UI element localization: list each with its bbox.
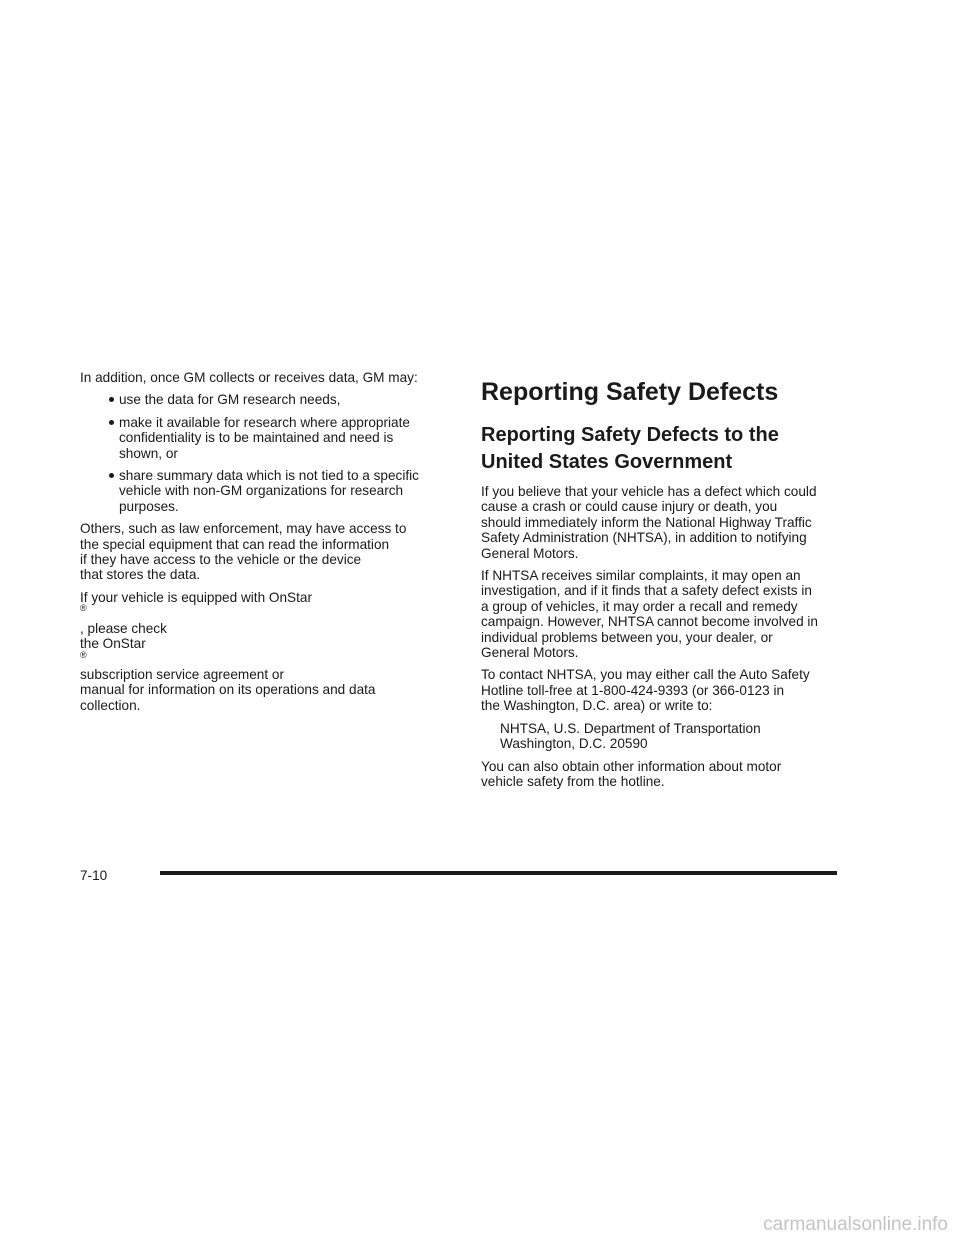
- section-heading: Reporting Safety Defects: [481, 378, 779, 406]
- registered-mark: ®: [80, 603, 87, 614]
- nhtsa-investigation-paragraph: If NHTSA receives similar complaints, it may open an investigation, and if it finds that a safety defect exists in a group of vehicles, it may order a recall and remedy campaign. However, NHTSA cannot become involved in individual problems between you, your dealer, or General Motors.: [481, 568, 818, 661]
- hotline-info-paragraph: You can also obtain other information about motor vehicle safety from the hotline.: [481, 758, 782, 789]
- data-use-list: [80, 392, 458, 514]
- list-item: use the data for GM research needs,: [80, 392, 458, 407]
- bullet-icon: [109, 420, 114, 425]
- contact-paragraph: To contact NHTSA, you may either call the Auto Safety Hotline toll-free at 1-800-424-9393 (or 366-0123 in the Washington, D.C. area) or write to:: [481, 667, 810, 714]
- defect-inform-paragraph: If you believe that your vehicle has a defect which could cause a crash or could cause injury or death, you should immediately inform the National Highway Traffic Safety Administration (NHTSA), in addition to notifying General Motors.: [481, 484, 817, 561]
- right-column: [481, 370, 849, 796]
- bullet-icon: [109, 473, 114, 478]
- footer-divider: [160, 871, 837, 875]
- page-number: 7-10: [80, 868, 108, 883]
- registered-mark: ®: [80, 649, 87, 660]
- watermark: carmanualsonline.info: [763, 1214, 948, 1235]
- subsection-heading: Reporting Safety Defects to the United States Government: [481, 424, 779, 473]
- onstar-paragraph: If your vehicle is equipped with OnStar ® , please check the OnStar ® subscription service agreement or manual for information on its operations and data collection.: [80, 589, 376, 713]
- mailing-address: NHTSA, U.S. Department of Transportation Washington, D.C. 20590: [500, 720, 761, 752]
- law-enforcement-paragraph: Others, such as law enforcement, may have access to the special equipment that can read the information if they have access to the vehicle or the device that stores the data.: [80, 521, 407, 583]
- bullet-icon: [109, 397, 114, 402]
- list-item: share summary data which is not tied to a specific vehicle with non-GM organizations for research purposes.: [80, 468, 458, 514]
- intro-paragraph: In addition, once GM collects or receives data, GM may:: [80, 370, 418, 385]
- list-item: make it available for research where appropriate confidentiality is to be maintained and need is shown, or: [80, 415, 458, 461]
- left-column: [80, 370, 458, 720]
